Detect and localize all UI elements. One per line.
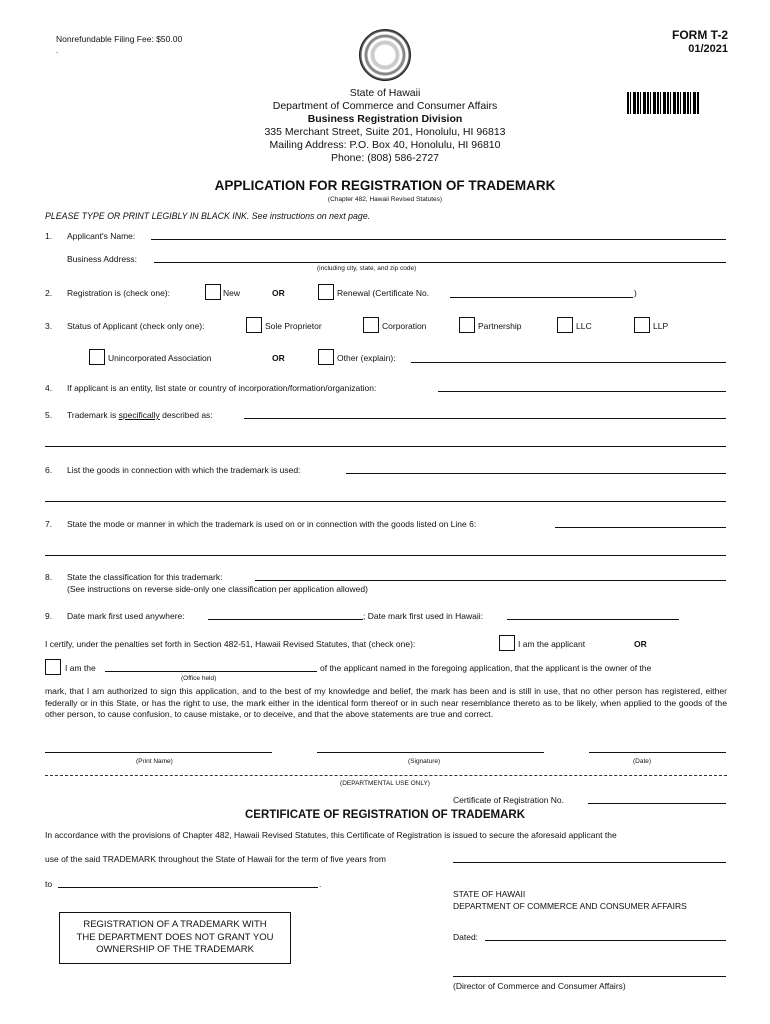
certificate-title: CERTIFICATE OF REGISTRATION OF TRADEMARK — [244, 809, 526, 821]
corporation-checkbox[interactable] — [363, 317, 379, 333]
or-label: OR — [634, 639, 647, 649]
other-label: Other (explain): — [337, 353, 396, 363]
form-date: 01/2021 — [688, 43, 728, 55]
agency-line: Department of Commerce and Consumer Affairs — [272, 100, 498, 112]
cert-number-field[interactable] — [588, 803, 726, 804]
header-dot: . — [56, 45, 59, 55]
trademark-description-field[interactable] — [244, 418, 726, 419]
certify-paragraph: mark, that I am authorized to sign this application, and to the best of my knowledge and belief, the mark has been and is still in use, that no other person has registered, either federally or in this State, or has the right to use, the mark either in the identical form thereof or in such near resemblance thereto as to be likely, when applied to the goods of the other person, to cause confusion, to cause mistake, or to deceive, and that the above statements are true and correct. — [45, 686, 727, 720]
partnership-label: Partnership — [478, 321, 522, 331]
or-label: OR — [272, 288, 285, 298]
renewal-checkbox[interactable] — [318, 284, 334, 300]
agency-line: 335 Merchant Street, Suite 201, Honolulu, HI 96813 — [264, 126, 506, 138]
ownership-notice — [59, 912, 291, 964]
certificate-text: In accordance with the provisions of Chapter 482, Hawaii Revised Statutes, this Certificate of Registration is issued to secure the aforesaid applicant the — [45, 830, 617, 840]
certificate-text-2: use of the said TRADEMARK throughout the State of Hawaii for the term of five years from — [45, 854, 386, 864]
item-number: 2. — [45, 288, 53, 298]
signature-field[interactable] — [317, 752, 544, 753]
or-label: OR — [272, 353, 285, 363]
unincorporated-label: Unincorporated Association — [108, 353, 212, 363]
item-number: 6. — [45, 465, 53, 475]
item-number: 5. — [45, 410, 53, 420]
notice-line: THE DEPARTMENT DOES NOT GRANT YOU — [76, 931, 274, 943]
notice-line: REGISTRATION OF A TRADEMARK WITH — [83, 919, 267, 931]
date-caption: (Date) — [633, 758, 652, 765]
form-id: FORM T-2 — [672, 28, 728, 42]
agency-block — [150, 87, 620, 165]
separator — [45, 775, 727, 776]
director-signature-field[interactable] — [453, 976, 726, 977]
mode-label: State the mode or manner in which the trademark is used on or in connection with the goods listed on Line 6: — [67, 519, 477, 529]
page-title: APPLICATION FOR REGISTRATION OF TRADEMARK — [214, 178, 556, 193]
goods-label: List the goods in connection with which the trademark is used: — [67, 465, 301, 475]
renewal-close: ) — [634, 288, 637, 298]
item-number: 1. — [45, 231, 53, 241]
certify-continuation: of the applicant named in the foregoing application, that the applicant is the owner of the — [320, 663, 652, 673]
mode-field-2[interactable] — [45, 555, 726, 556]
llp-label: LLP — [653, 321, 669, 331]
print-name-caption: (Print Name) — [136, 758, 173, 765]
barcode-icon — [627, 92, 700, 114]
filing-fee: Nonrefundable Filing Fee: $50.00 — [56, 34, 183, 44]
signature-caption: (Signature) — [408, 758, 441, 765]
department-label: DEPARTMENT OF COMMERCE AND CONSUMER AFFAIRS — [453, 901, 687, 911]
registration-type-label: Registration is (check one): — [67, 288, 170, 298]
applicant-name-label: Applicant's Name: — [67, 231, 136, 241]
address-note: (including city, state, and zip code) — [317, 265, 417, 272]
dated-label: Dated: — [453, 932, 479, 942]
term-end-field[interactable] — [58, 887, 318, 888]
mode-field[interactable] — [555, 527, 726, 528]
director-caption: (Director of Commerce and Consumer Affairs) — [453, 981, 626, 991]
renewal-cert-field[interactable] — [450, 297, 633, 298]
first-use-label: Date mark first used anywhere: — [67, 611, 185, 621]
period: . — [319, 879, 322, 889]
goods-field[interactable] — [346, 473, 726, 474]
departmental-use-label: (DEPARTMENTAL USE ONLY) — [340, 780, 430, 787]
renewal-label: Renewal (Certificate No. — [337, 288, 430, 298]
certify-statement: I certify, under the penalties set forth in Section 482-51, Hawaii Revised Statutes, that (check one): — [45, 639, 416, 649]
trademark-description-label — [67, 410, 213, 420]
other-checkbox[interactable] — [318, 349, 334, 365]
date-field[interactable] — [589, 752, 726, 753]
incorporation-label: If applicant is an entity, list state or country of incorporation/formation/organization: — [67, 383, 377, 393]
applicant-name-field[interactable] — [151, 239, 726, 240]
label-emphasis: specifically — [118, 410, 160, 420]
label-part: described as: — [159, 410, 213, 420]
item-number: 4. — [45, 383, 53, 393]
classification-note: (See instructions on reverse side-only one classification per application allowed) — [67, 584, 368, 594]
dated-field[interactable] — [485, 940, 726, 941]
item-number: 8. — [45, 572, 53, 582]
cert-number-label: Certificate of Registration No. — [453, 795, 565, 805]
new-checkbox[interactable] — [205, 284, 221, 300]
new-label: New — [223, 288, 241, 298]
page-subtitle: (Chapter 482, Hawaii Revised Statutes) — [327, 196, 443, 203]
classification-field[interactable] — [255, 580, 726, 581]
agency-line: State of Hawaii — [349, 87, 421, 99]
sole-proprietor-label: Sole Proprietor — [265, 321, 322, 331]
agency-line: Business Registration Division — [307, 113, 463, 125]
classification-label: State the classification for this trademark: — [67, 572, 223, 582]
llc-label: LLC — [576, 321, 592, 331]
label-part: Trademark is — [67, 410, 119, 420]
first-use-hawaii-label: ; Date mark first used in Hawaii: — [363, 611, 483, 621]
term-start-field[interactable] — [453, 862, 726, 863]
officer-checkbox[interactable] — [45, 659, 61, 675]
other-explain-field[interactable] — [411, 362, 726, 363]
first-use-hawaii-field[interactable] — [507, 619, 679, 620]
print-name-field[interactable] — [45, 752, 272, 753]
llc-checkbox[interactable] — [557, 317, 573, 333]
unincorporated-checkbox[interactable] — [89, 349, 105, 365]
partnership-checkbox[interactable] — [459, 317, 475, 333]
office-held-caption: (Office held) — [181, 675, 217, 682]
applicant-checkbox[interactable] — [499, 635, 515, 651]
goods-field-2[interactable] — [45, 501, 726, 502]
corporation-label: Corporation — [382, 321, 427, 331]
item-number: 3. — [45, 321, 53, 331]
agency-line: Mailing Address: P.O. Box 40, Honolulu, HI 96810 — [269, 139, 501, 151]
business-address-label: Business Address: — [67, 254, 137, 264]
incorporation-field[interactable] — [438, 391, 726, 392]
item-number: 9. — [45, 611, 53, 621]
applicant-label: I am the applicant — [518, 639, 586, 649]
llp-checkbox[interactable] — [634, 317, 650, 333]
notice-line: OWNERSHIP OF THE TRADEMARK — [96, 944, 254, 956]
sole-proprietor-checkbox[interactable] — [246, 317, 262, 333]
instruction: PLEASE TYPE OR PRINT LEGIBLY IN BLACK INK. See instructions on next page. — [45, 211, 371, 221]
status-label: Status of Applicant (check only one): — [67, 321, 205, 331]
item-number: 7. — [45, 519, 53, 529]
i-am-the-label: I am the — [65, 663, 96, 673]
business-address-field[interactable] — [154, 262, 726, 263]
trademark-description-field-2[interactable] — [45, 446, 726, 447]
to-label: to — [45, 879, 53, 889]
first-use-anywhere-field[interactable] — [208, 619, 363, 620]
office-held-field[interactable] — [105, 671, 317, 672]
state-seal-icon — [359, 29, 411, 81]
state-label: STATE OF HAWAII — [453, 889, 526, 899]
agency-line: Phone: (808) 586-2727 — [331, 152, 439, 164]
